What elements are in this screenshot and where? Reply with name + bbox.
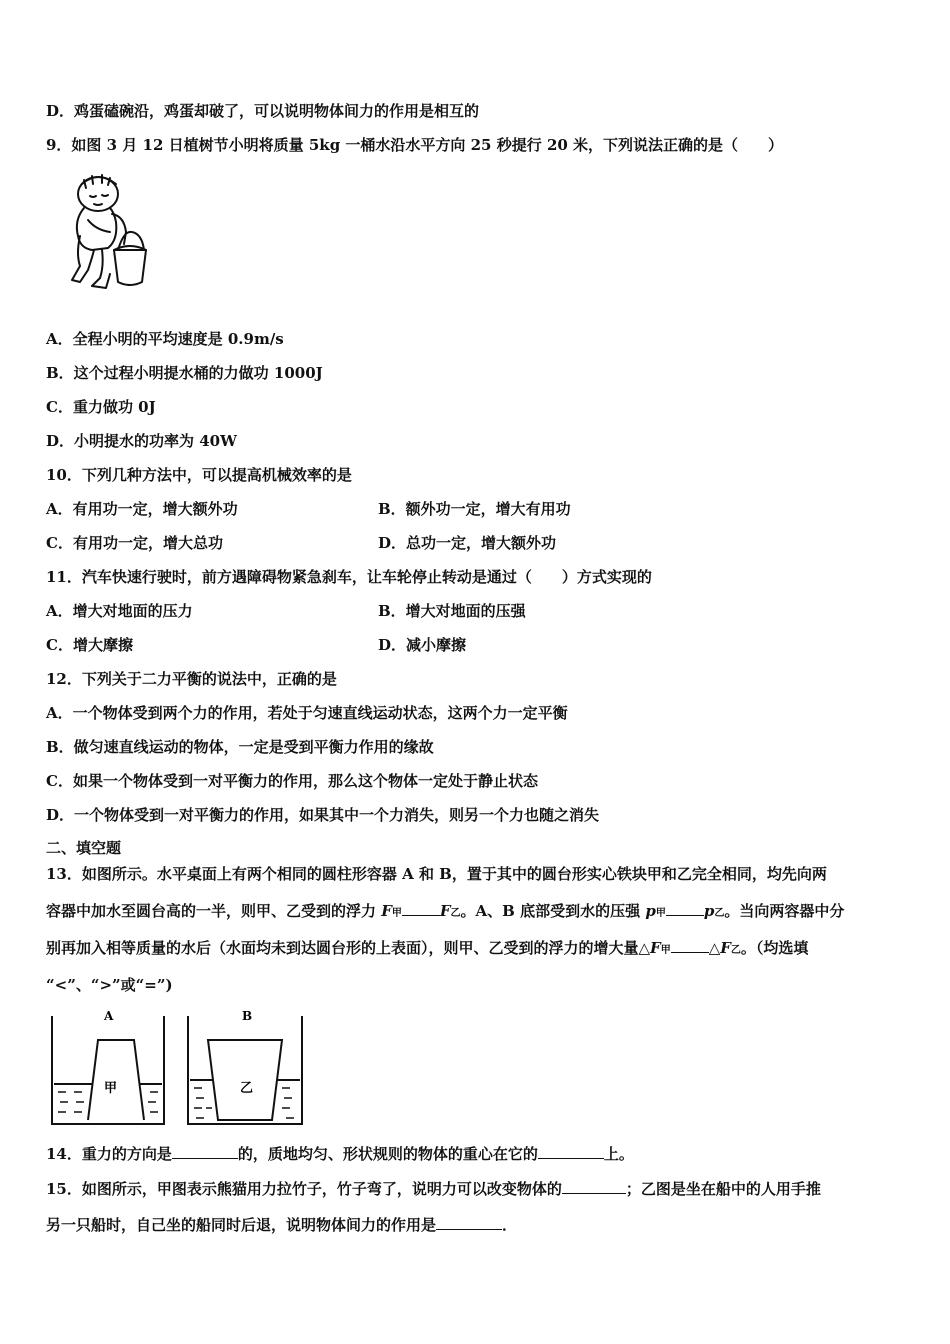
q13-line4: “<”、“>”或“=”) <box>46 976 173 994</box>
q13-text-increase: 别再加入相等质量的水后（水面均未到达圆台形的上表面），则甲、乙受到的浮力的增大量 <box>46 939 639 957</box>
q15-text-c: 另一只船时，自己坐的船同时后退，说明物体间力的作用是 <box>46 1216 437 1234</box>
q14-text-a: 14．重力的方向是 <box>46 1145 172 1163</box>
q13-line3 <box>46 938 808 961</box>
q9-option-d: D．小明提水的功率为 40W <box>46 432 237 450</box>
q13-sub-jia: 甲 <box>655 908 666 919</box>
q13-blank-2[interactable] <box>666 901 704 916</box>
q12-option-a: A．一个物体受到两个力的作用，若处于匀速直线运动状态，这两个力一定平衡 <box>46 704 568 722</box>
q13-text-buoyancy: 容器中加水至圆台高的一半，则甲、乙受到的浮力 <box>46 902 382 920</box>
q10-option-c: C．有用功一定，增大总功 <box>46 534 223 552</box>
block-jia-label: 甲 <box>104 1081 118 1096</box>
q11-stem: 11．汽车快速行驶时，前方遇障碍物紧急刹车，让车轮停止转动是通过（ ）方式实现的 <box>46 568 652 586</box>
q13-sub-yi: 乙 <box>730 945 741 956</box>
q13-sub-yi: 乙 <box>450 908 461 919</box>
q11-option-b: B．增大对地面的压强 <box>378 602 526 620</box>
q12-option-c: C．如果一个物体受到一对平衡力的作用，那么这个物体一定处于静止状态 <box>46 772 538 790</box>
containers-figure <box>46 1004 310 1130</box>
q15-text-d: ． <box>502 1216 518 1234</box>
container-b-label: B <box>242 1009 253 1023</box>
q9-stem: 9．如图 3 月 12 日植树节小明将质量 5kg 一桶水沿水平方向 25 秒提行 20 米，下列说法正确的是（ ） <box>46 136 784 154</box>
q13-sub-jia: 甲 <box>391 908 402 919</box>
q15-text-a: 15．如图所示，甲图表示熊猫用力拉竹子，竹子弯了，说明力可以改变物体的 <box>46 1180 562 1198</box>
q13-text-pressure: 。A、B 底部受到水的压强 <box>460 902 646 920</box>
q13-symbol-F: F <box>439 902 451 920</box>
q12-option-d: D．一个物体受到一对平衡力的作用，如果其中一个力消失，则另一个力也随之消失 <box>46 806 600 824</box>
q14-text-b: 的，质地均匀、形状规则的物体的重心在它的 <box>237 1145 538 1163</box>
q13-blank-3[interactable] <box>671 938 709 953</box>
q13-symbol-F: F <box>381 902 392 920</box>
q15-blank-1[interactable] <box>562 1179 626 1194</box>
q13-sub-jia: 甲 <box>660 945 671 956</box>
q9-option-c: C．重力做功 0J <box>46 398 156 416</box>
q13-symbol-p: p <box>645 902 656 920</box>
section-title: 二、填空题 <box>46 839 122 857</box>
q15-blank-2[interactable] <box>436 1215 502 1230</box>
boy-carrying-bucket-figure <box>62 170 154 295</box>
q10-option-a: A．有用功一定，增大额外功 <box>46 500 238 518</box>
container-a-label: A <box>104 1009 114 1023</box>
q8-option-d: D．鸡蛋磕碗沿，鸡蛋却破了，可以说明物体间力的作用是相互的 <box>46 102 480 120</box>
q11-option-d: D．减小摩擦 <box>378 636 467 654</box>
q10-stem: 10．下列几种方法中，可以提高机械效率的是 <box>46 466 352 484</box>
q13-text-tail: 。当向两容器中分 <box>724 902 845 920</box>
q10-option-b: B．额外功一定，增大有用功 <box>378 500 571 518</box>
q15-line2 <box>46 1215 517 1235</box>
q12-option-b: B．做匀速直线运动的物体，一定是受到平衡力作用的缘故 <box>46 738 434 756</box>
q14-line <box>46 1144 634 1164</box>
q10-option-d: D．总功一定，增大额外功 <box>378 534 557 552</box>
q13-blank-1[interactable] <box>402 901 440 916</box>
q14-text-c: 上。 <box>603 1145 634 1163</box>
q13-line1: 13．如图所示。水平桌面上有两个相同的圆柱形容器 A 和 B，置于其中的圆台形实心铁块甲和乙完全相同，均先向两 <box>46 865 827 883</box>
q13-line2 <box>46 901 844 924</box>
q15-text-b: ；乙图是坐在船中的人用手推 <box>625 1180 821 1198</box>
q13-sub-yi: 乙 <box>714 908 725 919</box>
q11-option-c: C．增大摩擦 <box>46 636 133 654</box>
q12-stem: 12．下列关于二力平衡的说法中，正确的是 <box>46 670 337 688</box>
q9-option-b: B．这个过程小明提水桶的力做功 1000J <box>46 364 323 382</box>
q14-blank-1[interactable] <box>172 1144 238 1159</box>
q9-option-a: A．全程小明的平均速度是 0.9m/s <box>46 330 284 348</box>
q11-option-a: A．增大对地面的压力 <box>46 602 193 620</box>
q13-symbol-p: p <box>703 902 715 920</box>
q14-blank-2[interactable] <box>538 1144 604 1159</box>
q13-symbol-dF: △F <box>708 939 731 957</box>
q13-text-choose: 。（均选填 <box>740 939 809 957</box>
q13-symbol-dF: △F <box>638 939 661 957</box>
block-yi-label: 乙 <box>240 1081 254 1096</box>
q15-line1 <box>46 1179 821 1199</box>
